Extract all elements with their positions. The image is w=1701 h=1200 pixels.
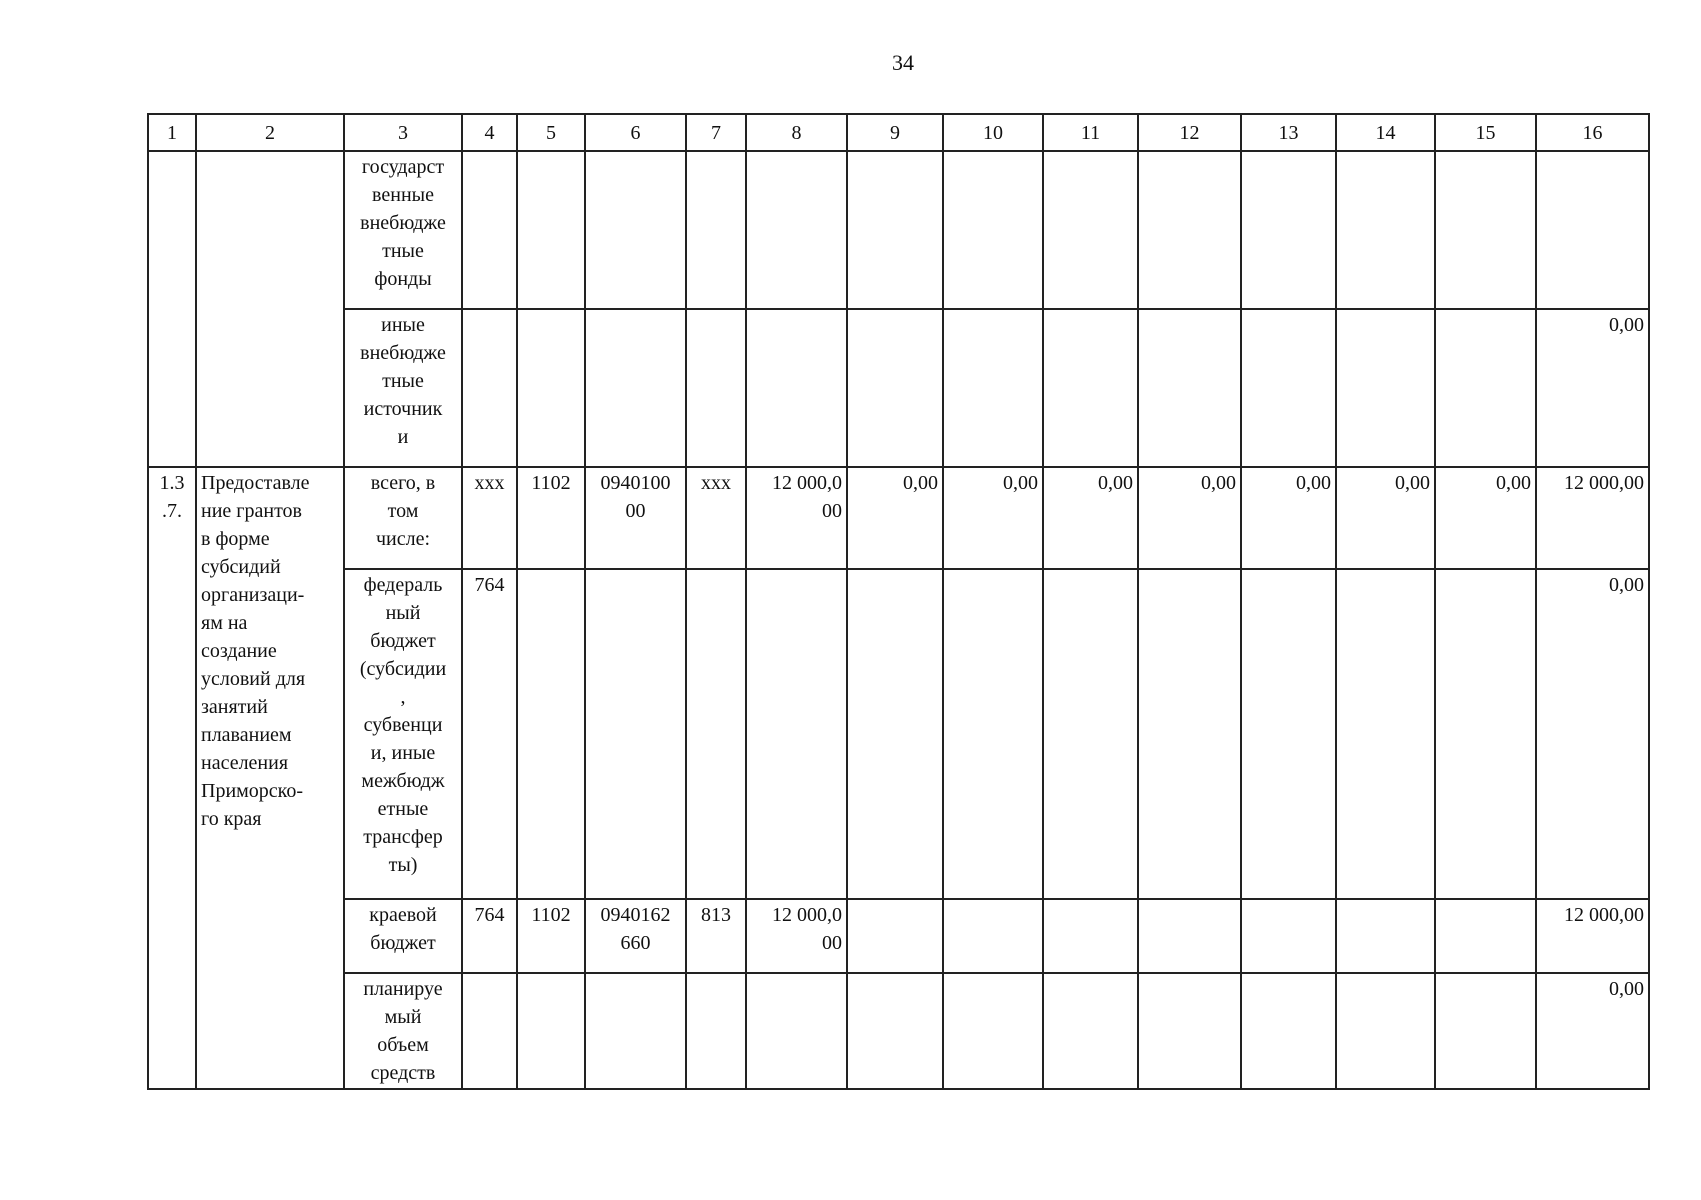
header-cell: 12 xyxy=(1138,114,1241,151)
table-row-federal xyxy=(148,569,1649,899)
item-name: Предоставле ние грантов в форме субсидий организаци- ям на создание условий для занятий плаванием населения Приморско- го края xyxy=(196,467,344,1089)
source-other: иные внебюдже тные источник и xyxy=(344,309,462,467)
regional-c7: 813 xyxy=(686,899,746,973)
header-cell: 11 xyxy=(1043,114,1138,151)
federal-c16: 0,00 xyxy=(1536,569,1649,899)
source-federal: федераль ный бюджет (субсидии , субвенци и, иные межбюдж етные трансфер ты) xyxy=(344,569,462,899)
header-cell: 5 xyxy=(517,114,585,151)
other-c16: 0,00 xyxy=(1536,309,1649,467)
regional-c16: 12 000,00 xyxy=(1536,899,1649,973)
budget-table xyxy=(147,113,1650,1090)
total-c11: 0,00 xyxy=(1043,467,1138,569)
total-c7: ххх xyxy=(686,467,746,569)
header-cell: 9 xyxy=(847,114,943,151)
total-c8: 12 000,0 00 xyxy=(746,467,847,569)
total-c6: 0940100 00 xyxy=(585,467,686,569)
header-cell: 16 xyxy=(1536,114,1649,151)
source-regional: краевой бюджет xyxy=(344,899,462,973)
header-cell: 4 xyxy=(462,114,517,151)
table-row-other-sources xyxy=(148,309,1649,467)
source-total: всего, в том числе: xyxy=(344,467,462,569)
table-row-regional xyxy=(148,899,1649,973)
total-c10: 0,00 xyxy=(943,467,1043,569)
table-row-total xyxy=(148,467,1649,569)
page-number: 34 xyxy=(892,50,914,75)
total-c5: 1102 xyxy=(517,467,585,569)
header-cell: 2 xyxy=(196,114,344,151)
prev-name-cell xyxy=(196,151,344,467)
total-c13: 0,00 xyxy=(1241,467,1336,569)
total-c9: 0,00 xyxy=(847,467,943,569)
header-cell: 13 xyxy=(1241,114,1336,151)
prev-number-cell xyxy=(148,151,196,467)
total-c12: 0,00 xyxy=(1138,467,1241,569)
header-cell: 1 xyxy=(148,114,196,151)
total-c14: 0,00 xyxy=(1336,467,1435,569)
federal-c4: 764 xyxy=(462,569,517,899)
regional-c8: 12 000,0 00 xyxy=(746,899,847,973)
total-c16: 12 000,00 xyxy=(1536,467,1649,569)
regional-c4: 764 xyxy=(462,899,517,973)
source-gov-funds: государст венные внебюдже тные фонды xyxy=(344,151,462,309)
header-cell: 15 xyxy=(1435,114,1536,151)
table-row-gov-funds xyxy=(148,151,1649,309)
header-cell: 6 xyxy=(585,114,686,151)
total-c15: 0,00 xyxy=(1435,467,1536,569)
item-number: 1.3 .7. xyxy=(148,467,196,1089)
table-row-planned xyxy=(148,973,1649,1089)
header-row xyxy=(148,114,1649,151)
header-cell: 7 xyxy=(686,114,746,151)
source-planned: планируе мый объем средств xyxy=(344,973,462,1089)
regional-c6: 0940162 660 xyxy=(585,899,686,973)
regional-c5: 1102 xyxy=(517,899,585,973)
total-c4: ххх xyxy=(462,467,517,569)
planned-c16: 0,00 xyxy=(1536,973,1649,1089)
header-cell: 14 xyxy=(1336,114,1435,151)
header-cell: 8 xyxy=(746,114,847,151)
header-cell: 10 xyxy=(943,114,1043,151)
header-cell: 3 xyxy=(344,114,462,151)
